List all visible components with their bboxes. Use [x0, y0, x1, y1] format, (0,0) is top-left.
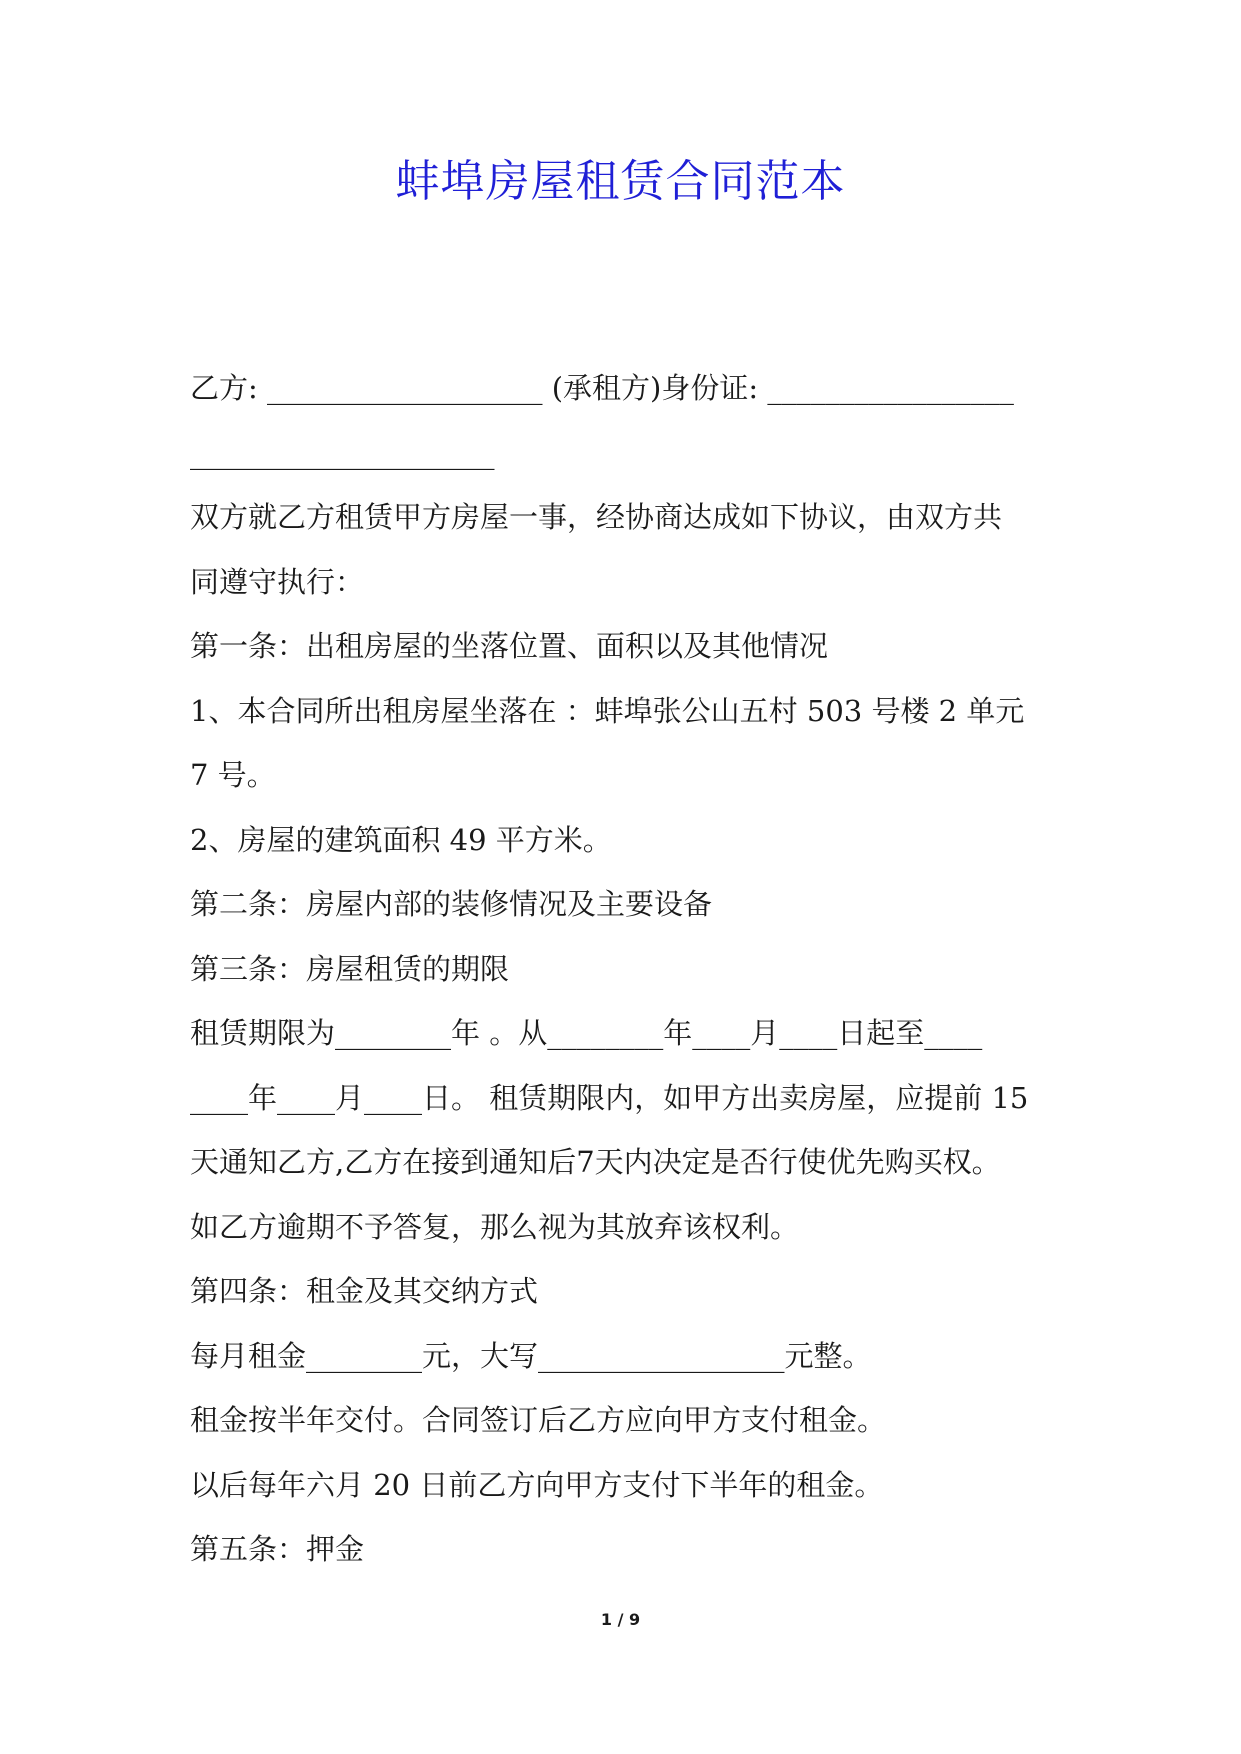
article-4-monthly-rent: 每月租金________元，大写_________________元整。	[190, 1338, 872, 1373]
line-preamble: 双方就乙方租赁甲方房屋一事，经协商达成如下协议，由双方共	[190, 500, 1003, 534]
page-number: 1 / 9	[600, 1610, 641, 1629]
article-2-heading: 第二条：房屋内部的装修情况及主要设备	[190, 887, 713, 921]
line-preamble-continued: 同遵守执行：	[190, 564, 365, 599]
document-body	[190, 356, 1070, 1582]
article-4-payment-terms: 租金按半年交付。合同签订后乙方应向甲方支付租金。	[190, 1403, 887, 1437]
line-party-b-continued: _____________________	[190, 435, 495, 470]
article-1-heading: 第一条：出租房屋的坐落位置、面积以及其他情况	[190, 629, 829, 663]
document-title: 蚌埠房屋租赁合同范本	[395, 156, 846, 207]
article-4-heading: 第四条：租金及其交纳方式	[190, 1274, 539, 1308]
article-4-payment-schedule: 以后每年六月 20 日前乙方向甲方支付下半年的租金。	[190, 1467, 884, 1502]
article-3-notice: 天通知乙方,乙方在接到通知后7天内决定是否行使优先购买权。	[190, 1145, 1001, 1179]
article-1-item-1-continued: 7 号。	[190, 758, 276, 792]
article-5-heading: 第五条：押金	[190, 1532, 365, 1566]
line-party-b: 乙方: ___________________ (承租方)身份证: _________________	[190, 371, 1014, 405]
article-1-item-1: 1、本合同所出租房屋坐落在 ：蚌埠张公山五村 503 号楼 2 单元	[190, 693, 1025, 728]
article-1-item-2: 2、房屋的建筑面积 49 平方米。	[190, 822, 612, 857]
article-3-waiver: 如乙方逾期不予答复，那么视为其放弃该权利。	[190, 1209, 800, 1244]
article-3-term-continued: ____年____月____日。 租赁期限内，如甲方出卖房屋，应提前 15	[190, 1080, 1029, 1115]
article-3-term: 租赁期限为________年 。从________年____月____日起至____	[190, 1016, 983, 1050]
article-3-heading: 第三条：房屋租赁的期限	[190, 951, 510, 986]
